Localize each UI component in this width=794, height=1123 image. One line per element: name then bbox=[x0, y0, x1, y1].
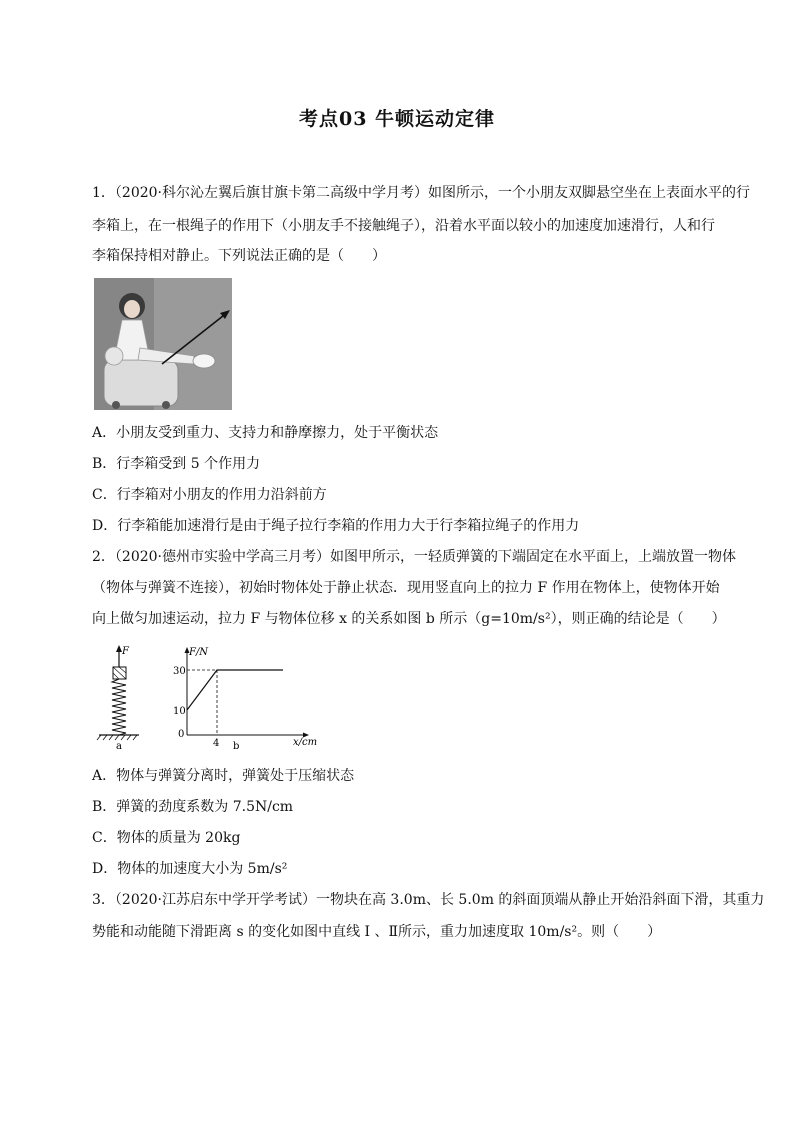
force-label: F bbox=[122, 646, 129, 657]
y-tick-10: 10 bbox=[173, 706, 186, 717]
child-on-luggage-illustration bbox=[94, 278, 232, 410]
q2-option-c: C．物体的质量为 20kg bbox=[92, 830, 241, 846]
q1-option-c: C．行李箱对小朋友的作用力沿斜前方 bbox=[92, 487, 327, 503]
page-title: 考点03 牛顿运动定律 bbox=[298, 108, 496, 130]
spring-graph-svg bbox=[95, 645, 325, 755]
figure-b-label: b bbox=[233, 741, 240, 752]
figure-a-label: a bbox=[116, 741, 122, 752]
y-axis-label: F/N bbox=[189, 647, 209, 658]
q1-option-d: D．行李箱能加速滑行是由于绳子拉行李箱的作用力大于行李箱拉绳子的作用力 bbox=[92, 518, 580, 534]
q2-line-3: 向上做匀加速运动，拉力 F 与物体位移 x 的关系如图 b 所示（g=10m/s²），则正确的结论是（ ） bbox=[92, 611, 726, 627]
force-curve bbox=[187, 670, 283, 710]
q2-line-2: （物体与弹簧不连接），初始时物体处于静止状态．现用竖直向上的拉力 F 作用在物体上，使物体开始 bbox=[92, 580, 720, 596]
q1-line-1: 1．（2020·科尔沁左翼后旗甘旗卡第二高级中学月考）如图所示，一个小朋友双脚悬空坐在上表面水平的行 bbox=[92, 185, 750, 201]
q1-option-b: B．行李箱受到 5 个作用力 bbox=[92, 456, 261, 472]
y-tick-0: 0 bbox=[178, 729, 185, 740]
q3-line-2: 势能和动能随下滑距离 s 的变化如图中直线 Ⅰ 、Ⅱ所示，重力加速度取 10m/s²。则（ ） bbox=[92, 924, 662, 940]
child-on-luggage-photo bbox=[94, 278, 232, 410]
q2-line-1: 2．（2020·德州市实验中学高三月考）如图甲所示，一轻质弹簧的下端固定在水平面上，上端放置一物体 bbox=[92, 549, 736, 565]
force-displacement-graph bbox=[173, 647, 317, 752]
spring-diagram bbox=[97, 645, 139, 752]
spring-and-graph-figure bbox=[95, 645, 325, 755]
q2-option-a: A．物体与弹簧分离时，弹簧处于压缩状态 bbox=[92, 768, 355, 784]
q1-option-a: A．小朋友受到重力、支持力和静摩擦力，处于平衡状态 bbox=[92, 425, 439, 441]
q1-line-3: 李箱保持相对静止。下列说法正确的是（ ） bbox=[92, 248, 386, 264]
q2-option-b: B．弹簧的劲度系数为 7.5N/cm bbox=[92, 799, 294, 815]
q1-line-2: 李箱上，在一根绳子的作用下（小朋友手不接触绳子），沿着水平面以较小的加速度加速滑行，人和行 bbox=[92, 218, 715, 234]
x-tick-4: 4 bbox=[213, 738, 220, 749]
y-tick-30: 30 bbox=[173, 666, 186, 677]
q3-line-1: 3．（2020·江苏启东中学开学考试）一物块在高 3.0m、长 5.0m 的斜面顶端从静止开始沿斜面下滑，其重力 bbox=[92, 892, 765, 908]
q2-option-d: D．物体的加速度大小为 5m/s² bbox=[92, 861, 288, 877]
x-axis-label: x/cm bbox=[293, 737, 318, 748]
